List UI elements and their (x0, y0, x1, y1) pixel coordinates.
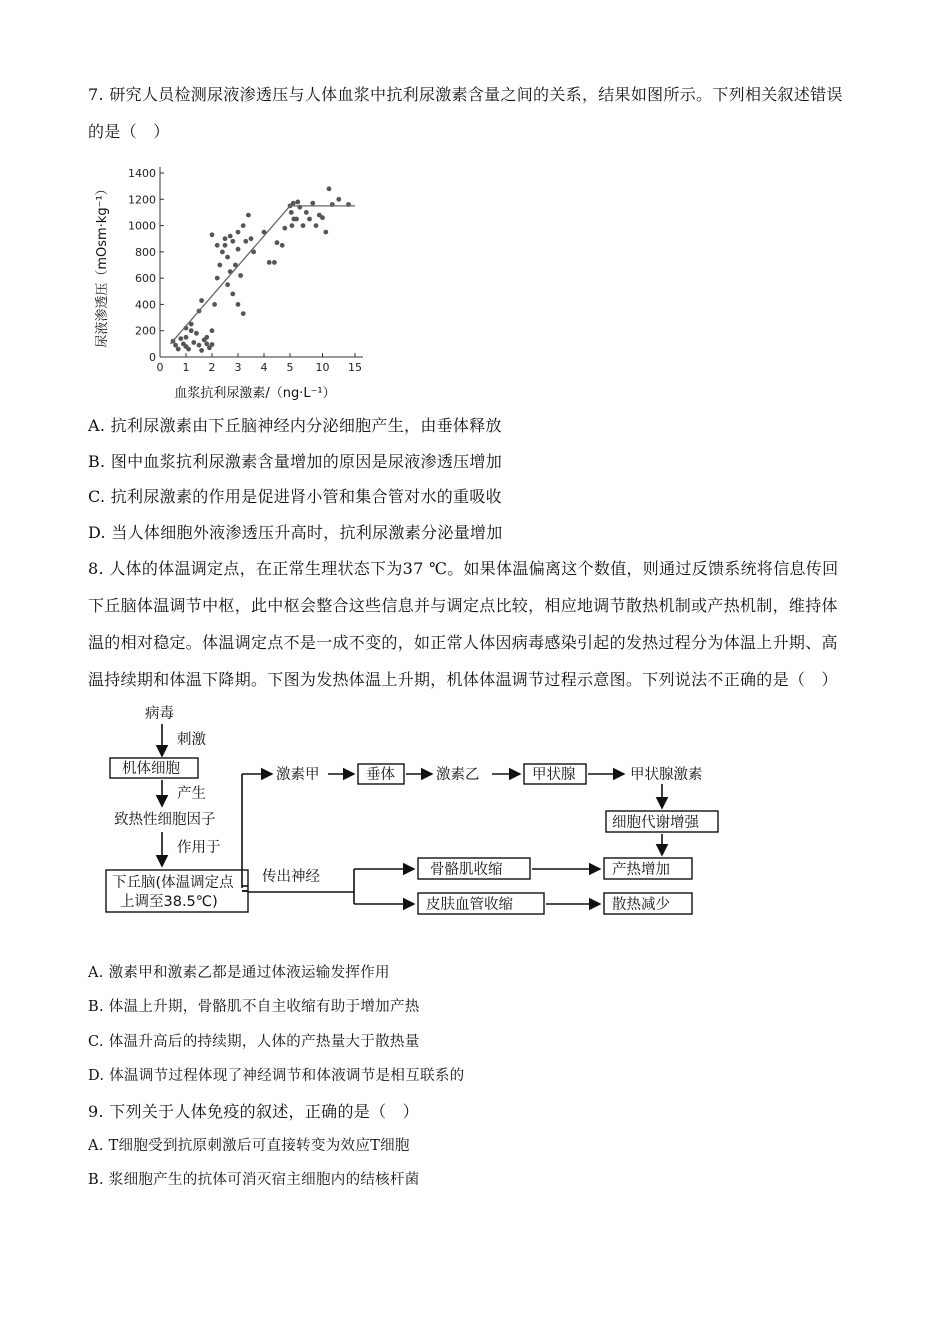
data-point (295, 200, 300, 205)
data-point (225, 282, 230, 287)
data-point (184, 335, 189, 340)
data-point (230, 292, 235, 297)
q7-option-a: A. 抗利尿激素由下丘脑神经内分泌细胞产生，由垂体释放 (88, 416, 502, 435)
data-point (215, 276, 220, 281)
q8-stem-line2: 下丘脑体温调节中枢，此中枢会整合这些信息并与调定点比较，相应地调节散热机制或产热机制，维持体 (88, 596, 838, 615)
data-point (323, 230, 328, 235)
x-axis-label: 血浆抗利尿激素/（ng·L⁻¹） (174, 386, 336, 401)
label-efferent-nerve: 传出神经 (262, 869, 320, 885)
y-tick-label: 1000 (128, 219, 156, 233)
y-tick-label: 200 (135, 324, 156, 338)
data-point (194, 331, 199, 336)
q7-stem-line2: 的是（ ） (88, 122, 170, 141)
data-point (223, 243, 228, 248)
data-point (210, 342, 215, 347)
x-tick-label: 0 (156, 361, 164, 374)
data-point (199, 348, 204, 353)
data-point (220, 250, 225, 255)
data-point (267, 260, 272, 265)
q7-option-c: C. 抗利尿激素的作用是促进肾小管和集合管对水的重吸收 (88, 487, 502, 506)
trend-line (170, 206, 355, 344)
node-pyrogen: 致热性细胞因子 (114, 812, 216, 828)
data-point (241, 223, 246, 228)
data-point (304, 210, 309, 215)
y-tick-label: 1200 (128, 193, 156, 207)
q7-scatter-chart (90, 155, 380, 405)
data-point (307, 217, 312, 222)
data-point (199, 298, 204, 303)
data-point (173, 343, 178, 348)
y-tick-label: 1400 (128, 167, 156, 180)
data-point (314, 223, 319, 228)
node-metabolism: 细胞代谢增强 (612, 815, 699, 831)
q8-stem-line3: 温的相对稳定。体温调定点不是一成不变的，如正常人体因病毒感染引起的发热过程分为体温上升期、高 (88, 633, 838, 652)
node-body-cells: 机体细胞 (122, 761, 180, 777)
x-tick-label: 15 (348, 361, 362, 374)
q7-option-b: B. 图中血浆抗利尿激素含量增加的原因是尿液渗透压增加 (88, 452, 503, 471)
data-point (275, 240, 280, 245)
data-point (225, 255, 230, 260)
q9-option-a: A. T细胞受到抗原刺激后可直接转变为效应T细胞 (88, 1138, 410, 1154)
node-heat-up: 产热增加 (612, 862, 670, 878)
node-hypothalamus-line2: 上调至38.5℃) (120, 894, 218, 910)
y-tick-label: 400 (135, 298, 156, 312)
label-acts-on: 作用于 (177, 840, 221, 856)
data-point (292, 217, 297, 222)
y-axis-label: 尿液渗透压（mOsm·kg⁻¹） (95, 182, 110, 348)
x-tick-label: 1 (182, 361, 190, 374)
q8-flow-diagram (100, 698, 740, 928)
data-point (236, 230, 241, 235)
data-point (310, 201, 315, 206)
data-point (280, 243, 285, 248)
data-point (197, 343, 202, 348)
q8-stem-line1: 8. 人体的体温调定点，在正常生理状态下为37 ℃。如果体温偏离这个数值，则通过反馈系统将信息传回 (88, 559, 839, 578)
q8-stem-line4: 温持续期和体温下降期。下图为发热体温上升期，机体体温调节过程示意图。下列说法不正确的是（ ） (88, 670, 838, 689)
data-point (272, 260, 277, 265)
node-thyroxine: 甲状腺激素 (630, 767, 703, 783)
node-heat-down: 散热减少 (612, 897, 670, 913)
node-pituitary: 垂体 (366, 767, 395, 783)
data-point (241, 311, 246, 316)
data-point (178, 336, 183, 341)
x-tick-label: 5 (286, 361, 294, 374)
data-point (301, 223, 306, 228)
label-stimulate: 刺激 (177, 732, 206, 748)
q9-option-b: B. 浆细胞产生的抗体可消灭宿主细胞内的结核杆菌 (88, 1172, 420, 1188)
data-point (212, 302, 217, 307)
node-muscle: 骨骼肌收缩 (430, 862, 503, 878)
data-point (215, 243, 220, 248)
node-thyroid: 甲状腺 (532, 767, 576, 783)
data-point (210, 232, 215, 237)
data-point (210, 328, 215, 333)
data-point (223, 236, 228, 241)
data-point (238, 273, 243, 278)
data-point (191, 340, 196, 345)
data-point (290, 223, 295, 228)
data-point (289, 210, 294, 215)
x-tick-label: 10 (315, 361, 330, 374)
data-point (327, 186, 332, 191)
data-point (249, 236, 254, 241)
q7-option-d: D. 当人体细胞外液渗透压升高时，抗利尿激素分泌量增加 (88, 523, 503, 542)
y-tick-label: 800 (135, 245, 156, 259)
q8-option-b: B. 体温上升期，骨骼肌不自主收缩有助于增加产热 (88, 999, 420, 1015)
x-tick-label: 4 (260, 361, 268, 374)
node-virus: 病毒 (145, 706, 174, 722)
data-point (336, 197, 341, 202)
q8-option-c: C. 体温升高后的持续期，人体的产热量大于散热量 (88, 1034, 420, 1050)
data-point (236, 302, 241, 307)
data-point (228, 234, 233, 239)
data-point (176, 347, 181, 352)
data-point (204, 342, 209, 347)
data-point (243, 239, 248, 244)
x-tick-label: 2 (208, 361, 216, 374)
node-skin-vessel: 皮肤血管收缩 (426, 897, 513, 913)
y-tick-label: 0 (149, 351, 156, 364)
data-point (320, 215, 325, 220)
node-hormone-a: 激素甲 (276, 767, 320, 783)
y-tick-label: 600 (135, 272, 156, 286)
data-point (236, 247, 241, 252)
x-tick-label: 3 (234, 361, 242, 374)
node-hypothalamus-line1: 下丘脑(体温调定点 (112, 875, 234, 891)
data-point (217, 263, 222, 268)
q7-stem-line1: 7. 研究人员检测尿液渗透压与人体血浆中抗利尿激素含量之间的关系，结果如图所示。下列相关叙述错误 (88, 85, 843, 104)
data-point (204, 335, 209, 340)
label-produce: 产生 (177, 786, 206, 802)
data-point (291, 201, 296, 206)
data-point (282, 226, 287, 231)
q8-option-d: D. 体温调节过程体现了神经调节和体液调节是相互联系的 (88, 1068, 465, 1084)
data-point (246, 213, 251, 218)
q9-stem: 9. 下列关于人体免疫的叙述，正确的是（ ） (88, 1102, 419, 1121)
data-point (189, 328, 194, 333)
data-point (186, 347, 191, 352)
data-point (230, 239, 235, 244)
q8-option-a: A. 激素甲和激素乙都是通过体液运输发挥作用 (88, 965, 390, 981)
node-hormone-b: 激素乙 (436, 767, 480, 783)
